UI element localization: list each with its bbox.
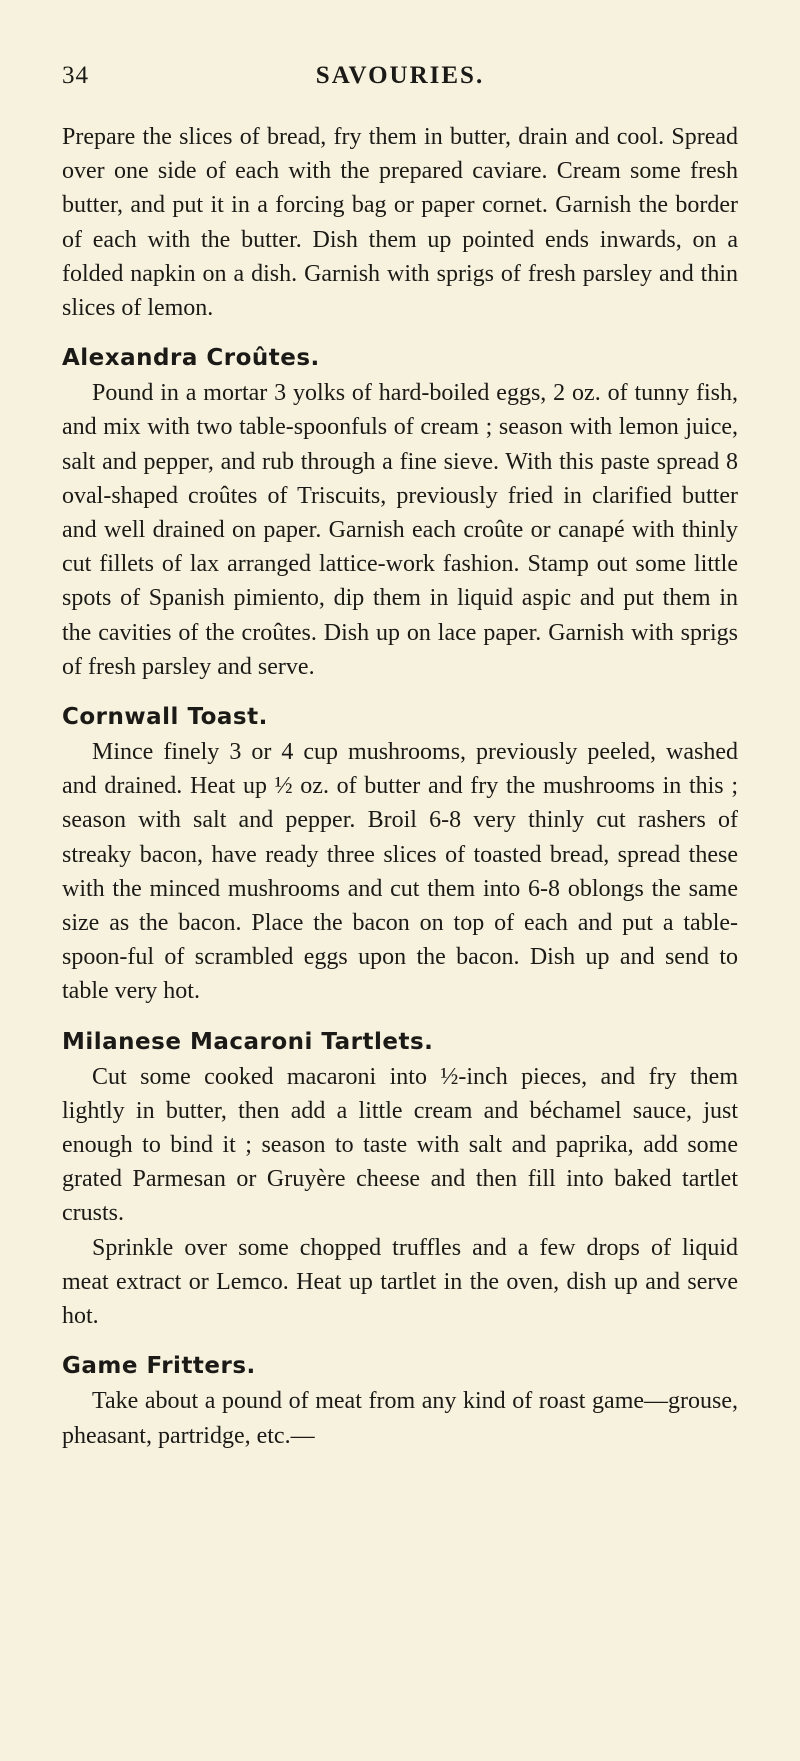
recipe-title: Alexandra Croûtes. xyxy=(62,345,320,372)
recipe-game-fritters xyxy=(62,1349,738,1452)
recipe-paragraph: Cut some cooked macaroni into ½-inch pieces, and fry them lightly in butter, then add a little cream and béchamel sauce, just enough to bind it ; season to taste with salt and paprika, add some grated Parmesan or Gruyère cheese and then fill into baked tartlet crusts. xyxy=(62,1063,738,1227)
recipe-paragraph: Take about a pound of meat from any kind of roast game—grouse, pheasant, partridge, etc.— xyxy=(62,1388,738,1449)
recipe-title: Cornwall Toast. xyxy=(62,704,268,731)
recipe-cornwall-toast xyxy=(62,700,738,1009)
intro-paragraph: Prepare the slices of bread, fry them in butter, drain and cool. Spread over one side of each with the prepared caviare. Cream some fresh butter, and put it in a forcing bag or paper cornet. Garnish the border of each with the butter. Dish them up pointed ends inwards, on a folded napkin on a dish. Garnish with sprigs of fresh parsley and thin slices of lemon. xyxy=(62,124,738,322)
recipe-title: Milanese Macaroni Tartlets. xyxy=(62,1028,434,1055)
page-content xyxy=(62,120,738,1453)
page-header xyxy=(62,62,738,102)
recipe-title: Game Fritters. xyxy=(62,1353,256,1380)
recipe-alexandra-croutes xyxy=(62,341,738,684)
recipe-paragraph: Pound in a mortar 3 yolks of hard-boiled eggs, 2 oz. of tunny fish, and mix with two table-spoonfuls of cream ; season with lemon juice, salt and pepper, and rub through a fine sieve. With this paste spread 8 oval-shaped croûtes of Triscuits, previously fried in clarified butter and well drained on paper. Garnish each croûte or canapé with thinly cut fillets of lax arranged lattice-work fashion. Stamp out some little spots of Spanish pimiento, dip them in liquid aspic and put them in the cavities of the croûtes. Dish up on lace paper. Garnish with sprigs of fresh parsley and serve. xyxy=(62,380,738,680)
page-number: 34 xyxy=(62,62,89,89)
running-head: SAVOURIES. xyxy=(315,62,485,89)
recipe-paragraph: Sprinkle over some chopped truffles and a few drops of liquid meat extract or Lemco. Heat up tartlet in the oven, dish up and serve hot. xyxy=(62,1234,738,1330)
recipe-milanese-macaroni-tartlets xyxy=(62,1025,738,1334)
recipe-paragraph: Mince finely 3 or 4 cup mushrooms, previously peeled, washed and drained. Heat up ½ oz. of butter and fry the mushrooms in this ; season with salt and pepper. Broil 6-8 very thinly cut rashers of streaky bacon, have ready three slices of toasted bread, spread these with the minced mushrooms and cut them into 6-8 oblongs the same size as the bacon. Place the bacon on top of each and put a table-spoon-ful of scrambled eggs upon the bacon. Dish up and send to table very hot. xyxy=(62,739,738,1005)
